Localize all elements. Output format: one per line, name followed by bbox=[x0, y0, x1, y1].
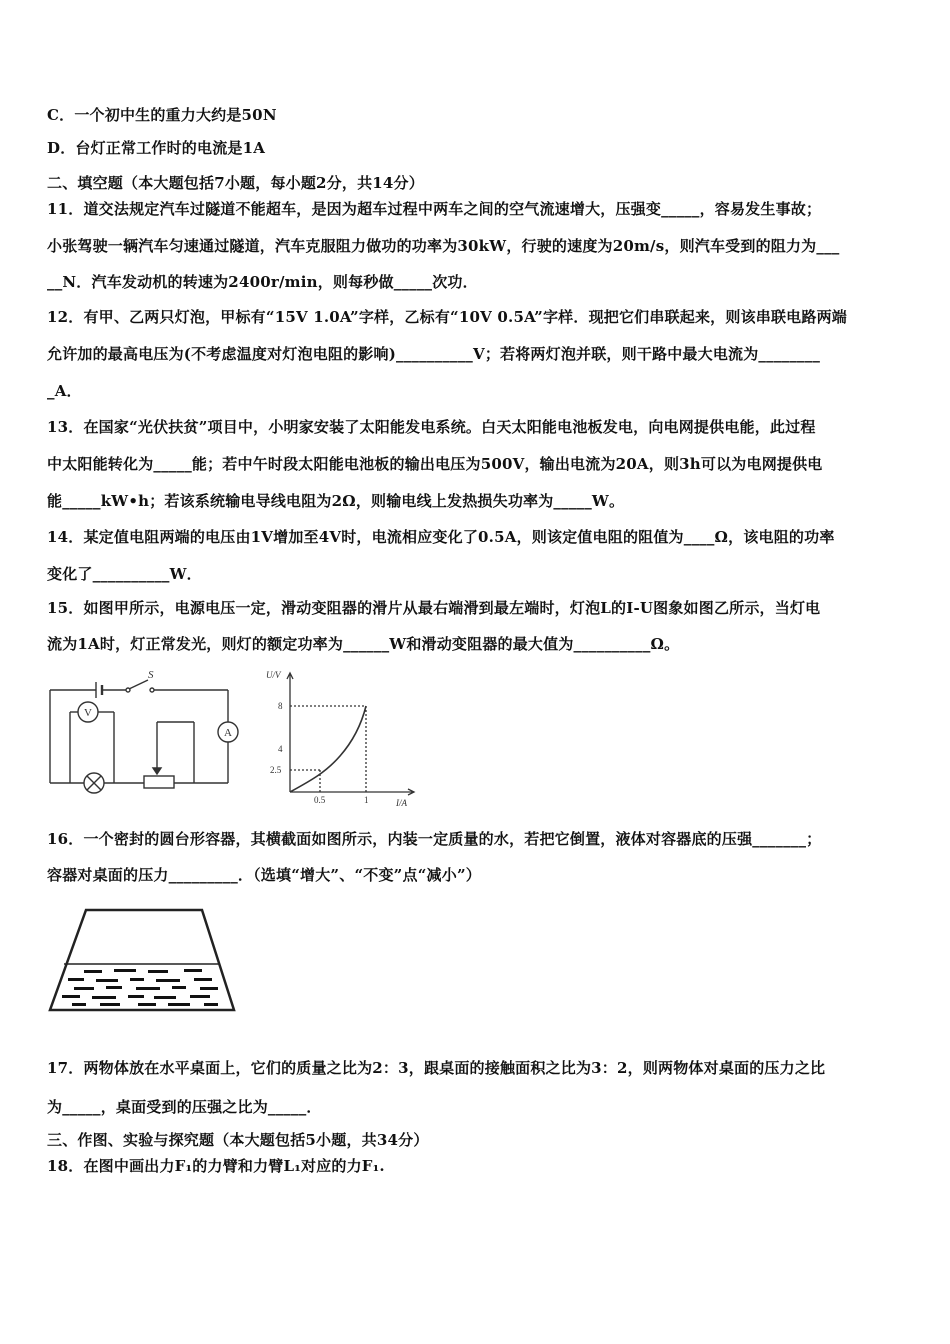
q17-line1: 17．两物体放在水平桌面上，它们的质量之比为2：3，跟桌面的接触面积之比为3：2，则两物体对桌面的压力之比 bbox=[47, 1059, 826, 1077]
y-tick-4: 4 bbox=[278, 744, 283, 754]
y-tick-2-5: 2.5 bbox=[270, 765, 282, 775]
circuit-diagram bbox=[44, 668, 244, 798]
q17-line2: 为_____，桌面受到的压强之比为_____． bbox=[47, 1098, 322, 1116]
iu-graph bbox=[262, 664, 432, 814]
q16-line1: 16．一个密封的圆台形容器，其横截面如图所示，内装一定质量的水，若把它倒置，液体对容器底的压强_______； bbox=[47, 830, 822, 848]
q11-line1: 11．道交法规定汽车过隧道不能超车，是因为超车过程中两车之间的空气流速增大，压强变_____，容易发生事故； bbox=[47, 200, 822, 218]
x-tick-1: 1 bbox=[364, 795, 369, 805]
q13-line3: 能_____kW•h；若该系统输电导线电阻为2Ω，则输电线上发热损失功率为_____W。 bbox=[47, 492, 625, 510]
option-c: C．一个初中生的重力大约是50N bbox=[47, 106, 277, 124]
q14-line1: 14．某定值电阻两端的电压由1V增加至4V时，电流相应变化了0.5A，则该定值电阻的阻值为____Ω，该电阻的功率 bbox=[47, 528, 835, 546]
switch-label: S bbox=[148, 669, 154, 681]
voltmeter-label: V bbox=[84, 707, 92, 719]
q16-line2: 容器对桌面的压力_________．（选填“增大”、“不变”点“减小”） bbox=[47, 866, 481, 884]
iu-curve bbox=[290, 706, 366, 792]
option-d: D．台灯正常工作时的电流是1A bbox=[47, 139, 266, 157]
q12-line3: _A． bbox=[47, 382, 82, 400]
q15-line2: 流为1A时，灯正常发光，则灯的额定功率为______W和滑动变阻器的最大值为__________Ω。 bbox=[47, 635, 680, 653]
x-tick-0-5: 0.5 bbox=[314, 795, 326, 805]
section-heading: 二、填空题（本大题包括7小题，每小题2分，共14分） bbox=[47, 174, 424, 192]
switch-blade bbox=[129, 680, 148, 689]
q18-line1: 18．在图中画出力F₁的力臂和力臂L₁对应的力F₁. bbox=[47, 1157, 385, 1175]
ammeter-label: A bbox=[224, 727, 232, 739]
q12-line1: 12．有甲、乙两只灯泡，甲标有“15V 1.0A”字样，乙标有“10V 0.5A”字样．现把它们串联起来，则该串联电路两端 bbox=[47, 308, 847, 326]
rheostat bbox=[144, 776, 174, 788]
section3-heading: 三、作图、实验与探究题（本大题包括5小题，共34分） bbox=[47, 1131, 429, 1149]
q12-line2: 允许加的最高电压为(不考虑温度对灯泡电阻的影响)__________V；若将两灯泡并联，则干路中最大电流为________ bbox=[47, 345, 821, 363]
y-axis-label: U/V bbox=[266, 670, 281, 680]
q13-line2: 中太阳能转化为_____能；若中午时段太阳能电池板的输出电压为500V，输出电流为20A，则3h可以为电网提供电 bbox=[47, 455, 823, 473]
frustum-container bbox=[44, 906, 244, 1016]
q15-line1: 15．如图甲所示，电源电压一定，滑动变阻器的滑片从最右端滑到最左端时，灯泡L的I-U图象如图乙所示，当灯电 bbox=[47, 599, 821, 617]
q14-line2: 变化了__________W． bbox=[47, 565, 202, 583]
y-tick-8: 8 bbox=[278, 701, 283, 711]
q11-line2: 小张驾驶一辆汽车匀速通过隧道，汽车克服阻力做功的功率为30kW，行驶的速度为20m/s，则汽车受到的阻力为___ bbox=[47, 237, 840, 255]
q13-line1: 13．在国家“光伏扶贫”项目中，小明家安装了太阳能发电系统。白天太阳能电池板发电，向电网提供电能，此过程 bbox=[47, 418, 816, 436]
x-axis-label: I/A bbox=[396, 798, 407, 808]
q11-line3: __N．汽车发动机的转速为2400r/min，则每秒做_____次功． bbox=[47, 273, 478, 291]
